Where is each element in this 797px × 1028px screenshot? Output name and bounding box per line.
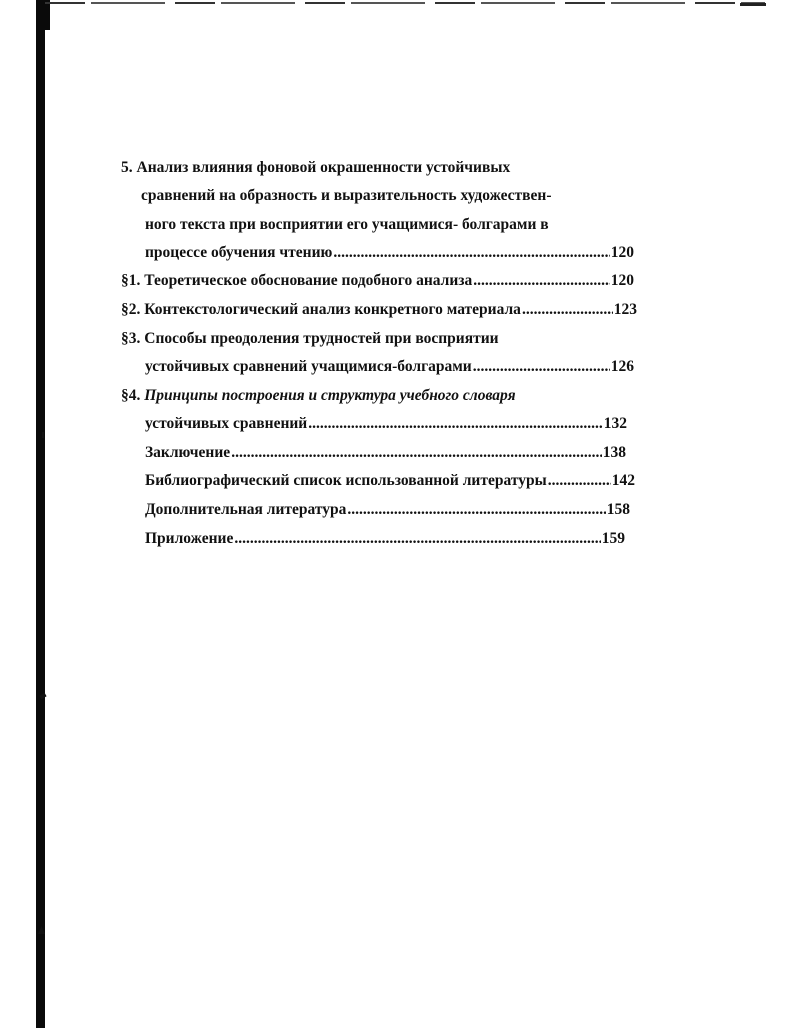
toc-section-3-text-2: устойчивых сравнений учащимися-болгарами xyxy=(145,358,472,375)
toc-leader-dots xyxy=(333,243,609,263)
toc-leader-dots xyxy=(473,271,609,291)
toc-entry-5-text-4: процессе обучения чтению xyxy=(145,244,333,261)
toc-conclusion-page: 138 xyxy=(602,444,626,461)
scan-top-line xyxy=(45,2,765,4)
toc-entry-5-line-3 xyxy=(145,215,549,235)
toc-section-4-page: 132 xyxy=(603,415,627,432)
toc-section-3-text-1: §3. Способы преодоления трудностей при восприятии xyxy=(121,330,499,347)
toc-section-4-prefix: §4. xyxy=(121,387,145,404)
toc-section-4-text-1: Принципы построения и структура учебного словаря xyxy=(144,387,516,404)
toc-conclusion xyxy=(145,443,626,463)
toc-bibliography-text: Библиографический список использованной литературы xyxy=(145,472,547,489)
toc-section-3-page: 126 xyxy=(610,358,634,375)
toc-appendix xyxy=(145,529,625,549)
toc-section-3-line-2 xyxy=(145,357,634,377)
scan-speck xyxy=(42,432,44,438)
toc-additional-text: Дополнительная литература xyxy=(145,501,347,518)
toc-section-1 xyxy=(121,271,634,291)
toc-leader-dots xyxy=(234,529,600,549)
toc-entry-5-text-2: сравнений на образность и выразительность художествен- xyxy=(141,187,552,204)
toc-conclusion-text: Заключение xyxy=(145,444,231,461)
scan-edge-bar-top xyxy=(38,0,50,30)
toc-appendix-text: Приложение xyxy=(145,530,234,547)
toc-leader-dots xyxy=(231,443,602,463)
toc-leader-dots xyxy=(308,414,603,434)
toc-entry-5-line-1 xyxy=(121,158,510,178)
toc-entry-5-text-3: ного текста при восприятии его учащимися- болгарами в xyxy=(145,216,549,233)
toc-bibliography xyxy=(145,471,635,491)
toc-additional-page: 158 xyxy=(606,501,630,518)
toc-entry-5-line-2 xyxy=(141,186,552,206)
toc-section-4-text-2: устойчивых сравнений xyxy=(145,415,308,432)
toc-section-1-text: §1. Теоретическое обоснование подобного анализа xyxy=(121,272,473,289)
toc-leader-dots xyxy=(548,471,611,491)
toc-entry-5-text-1: 5. Анализ влияния фоновой окрашенности устойчивых xyxy=(121,159,511,176)
toc-additional-literature xyxy=(145,500,630,520)
toc-entry-5-line-4 xyxy=(145,243,634,263)
scan-edge-bar xyxy=(36,0,45,1028)
toc-section-2-text: §2. Контекстологический анализ конкретного материала xyxy=(121,301,521,318)
toc-bibliography-page: 142 xyxy=(611,472,635,489)
scan-top-right-mark xyxy=(740,3,766,6)
toc-section-2 xyxy=(121,300,637,320)
toc-section-3-line-1 xyxy=(121,329,499,349)
scan-speck xyxy=(39,693,46,699)
toc-section-4-line-2 xyxy=(145,414,627,434)
toc-section-4-line-1 xyxy=(121,386,516,406)
toc-section-2-page: 123 xyxy=(613,301,637,318)
toc-appendix-page: 159 xyxy=(601,530,625,547)
toc-entry-5-page: 120 xyxy=(610,244,634,261)
toc-leader-dots xyxy=(522,300,613,320)
toc-leader-dots xyxy=(473,357,610,377)
toc-section-1-page: 120 xyxy=(610,272,634,289)
toc-leader-dots xyxy=(347,500,605,520)
